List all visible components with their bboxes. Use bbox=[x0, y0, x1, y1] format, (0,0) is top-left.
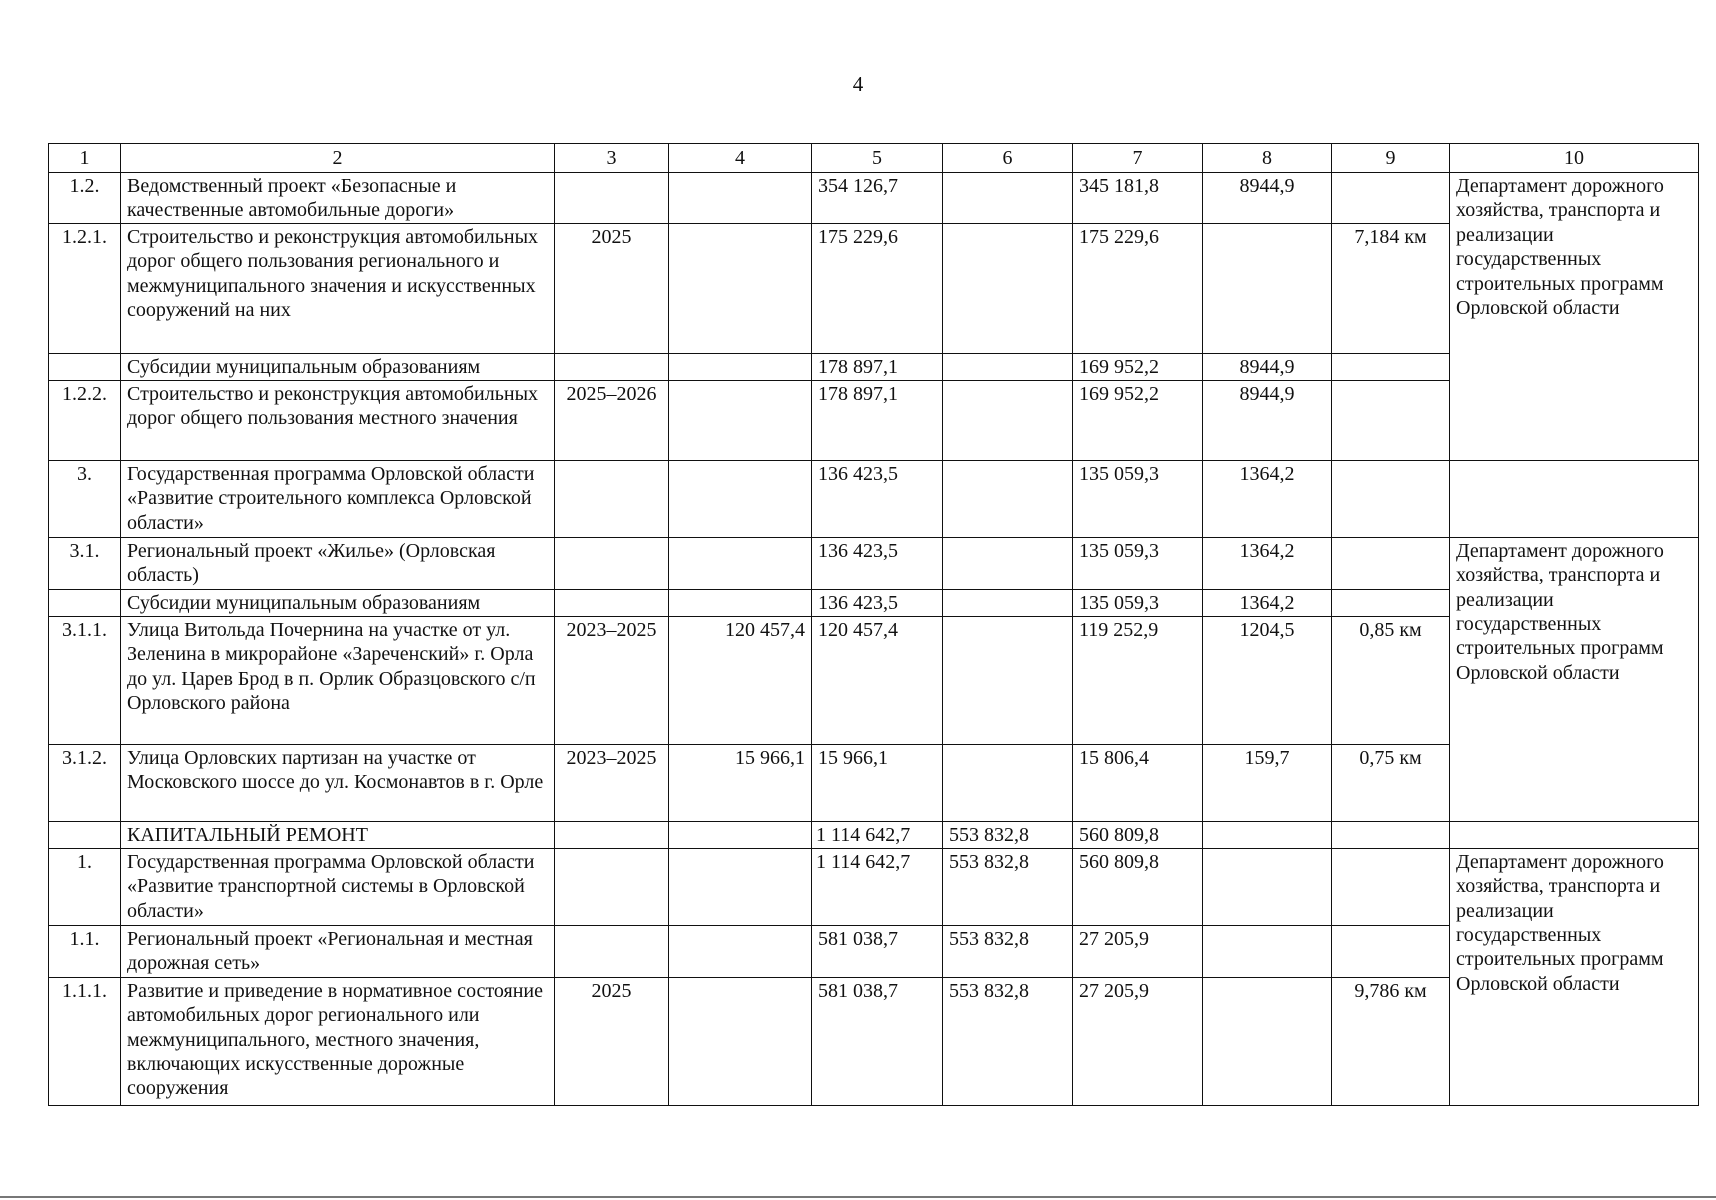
row-col9 bbox=[1332, 821, 1450, 848]
table-row bbox=[49, 460, 1699, 537]
row-col5: 178 897,1 bbox=[812, 353, 943, 380]
row-period bbox=[555, 821, 669, 848]
row-col4 bbox=[669, 589, 812, 616]
row-col6 bbox=[943, 537, 1073, 589]
row-col9: 7,184 км bbox=[1332, 223, 1450, 353]
row-col6 bbox=[943, 353, 1073, 380]
row-period bbox=[555, 353, 669, 380]
row-col8 bbox=[1203, 848, 1332, 925]
row-col6 bbox=[943, 589, 1073, 616]
row-col4 bbox=[669, 353, 812, 380]
row-col9: 9,786 км bbox=[1332, 977, 1450, 1105]
row-name: Региональный проект «Жилье» (Орловская область) bbox=[121, 537, 555, 589]
column-header: 5 bbox=[812, 144, 943, 173]
row-col7: 135 059,3 bbox=[1073, 589, 1203, 616]
row-name: Государственная программа Орловской области «Развитие транспортной системы в Орловской области» bbox=[121, 848, 555, 925]
row-number: 1.1.1. bbox=[49, 977, 121, 1105]
row-col9 bbox=[1332, 848, 1450, 925]
row-col9 bbox=[1332, 537, 1450, 589]
row-number: 3. bbox=[49, 460, 121, 537]
row-col5: 15 966,1 bbox=[812, 744, 943, 821]
row-col4 bbox=[669, 821, 812, 848]
row-col7: 169 952,2 bbox=[1073, 353, 1203, 380]
row-col4 bbox=[669, 977, 812, 1105]
row-col8 bbox=[1203, 223, 1332, 353]
table-row bbox=[49, 821, 1699, 848]
row-name: Региональный проект «Региональная и местная дорожная сеть» bbox=[121, 925, 555, 977]
row-number bbox=[49, 821, 121, 848]
row-col9 bbox=[1332, 460, 1450, 537]
row-col7: 135 059,3 bbox=[1073, 460, 1203, 537]
row-number bbox=[49, 589, 121, 616]
row-col7: 345 181,8 bbox=[1073, 173, 1203, 224]
row-period: 2023–2025 bbox=[555, 616, 669, 744]
row-col9 bbox=[1332, 925, 1450, 977]
row-period: 2025 bbox=[555, 223, 669, 353]
row-number: 3.1.2. bbox=[49, 744, 121, 821]
row-col6 bbox=[943, 173, 1073, 224]
row-col8: 8944,9 bbox=[1203, 353, 1332, 380]
row-name: Строительство и реконструкция автомобильных дорог общего пользования регионального и межмуниципального значения и искусственных сооружений на них bbox=[121, 223, 555, 353]
row-col8: 1364,2 bbox=[1203, 460, 1332, 537]
row-name: КАПИТАЛЬНЫЙ РЕМОНТ bbox=[121, 821, 555, 848]
table-row bbox=[49, 848, 1699, 925]
row-name: Субсидии муниципальным образованиям bbox=[121, 353, 555, 380]
page-number: 4 bbox=[852, 72, 864, 96]
row-col9: 0,75 км bbox=[1332, 744, 1450, 821]
row-col9 bbox=[1332, 173, 1450, 224]
table-row bbox=[49, 173, 1699, 224]
row-period bbox=[555, 848, 669, 925]
row-period: 2025–2026 bbox=[555, 380, 669, 460]
row-col8: 1364,2 bbox=[1203, 537, 1332, 589]
responsible-department-empty bbox=[1450, 821, 1699, 848]
row-name: Улица Витольда Почернина на участке от ул. Зеленина в микрорайоне «Зареченский» г. Орла до ул. Царев Брод в п. Орлик Образцовского с/п Орловского района bbox=[121, 616, 555, 744]
row-col4: 120 457,4 bbox=[669, 616, 812, 744]
row-period bbox=[555, 925, 669, 977]
row-col9: 0,85 км bbox=[1332, 616, 1450, 744]
row-col6: 553 832,8 bbox=[943, 925, 1073, 977]
row-col7: 27 205,9 bbox=[1073, 977, 1203, 1105]
row-col8: 1364,2 bbox=[1203, 589, 1332, 616]
row-number: 1. bbox=[49, 848, 121, 925]
row-col4 bbox=[669, 848, 812, 925]
row-name: Улица Орловских партизан на участке от Московского шоссе до ул. Космонавтов в г. Орле bbox=[121, 744, 555, 821]
row-col9 bbox=[1332, 380, 1450, 460]
row-col7: 560 809,8 bbox=[1073, 821, 1203, 848]
column-header: 2 bbox=[121, 144, 555, 173]
row-col7: 175 229,6 bbox=[1073, 223, 1203, 353]
row-col5: 1 114 642,7 bbox=[812, 821, 943, 848]
column-header: 3 bbox=[555, 144, 669, 173]
financing-table bbox=[48, 143, 1699, 1106]
row-period bbox=[555, 173, 669, 224]
row-name: Государственная программа Орловской области «Развитие строительного комплекса Орловской области» bbox=[121, 460, 555, 537]
column-header: 4 bbox=[669, 144, 812, 173]
responsible-department: Департамент дорожного хозяйства, транспорта и реализации государственных строительных программ Орловской области bbox=[1450, 173, 1699, 461]
row-col7: 169 952,2 bbox=[1073, 380, 1203, 460]
row-col5: 178 897,1 bbox=[812, 380, 943, 460]
row-name: Ведомственный проект «Безопасные и качественные автомобильные дороги» bbox=[121, 173, 555, 224]
row-col7: 135 059,3 bbox=[1073, 537, 1203, 589]
row-col6 bbox=[943, 744, 1073, 821]
row-col9 bbox=[1332, 353, 1450, 380]
row-period: 2025 bbox=[555, 977, 669, 1105]
row-col8: 8944,9 bbox=[1203, 380, 1332, 460]
row-col6 bbox=[943, 460, 1073, 537]
row-col5: 354 126,7 bbox=[812, 173, 943, 224]
responsible-department-empty bbox=[1450, 460, 1699, 537]
row-name: Строительство и реконструкция автомобильных дорог общего пользования местного значения bbox=[121, 380, 555, 460]
row-number: 3.1.1. bbox=[49, 616, 121, 744]
row-col4: 15 966,1 bbox=[669, 744, 812, 821]
row-col8 bbox=[1203, 925, 1332, 977]
row-number: 1.2.2. bbox=[49, 380, 121, 460]
column-header: 8 bbox=[1203, 144, 1332, 173]
column-header: 7 bbox=[1073, 144, 1203, 173]
row-col4 bbox=[669, 380, 812, 460]
row-col6: 553 832,8 bbox=[943, 977, 1073, 1105]
column-header: 9 bbox=[1332, 144, 1450, 173]
row-name: Субсидии муниципальным образованиям bbox=[121, 589, 555, 616]
table-row bbox=[49, 537, 1699, 589]
row-number: 1.1. bbox=[49, 925, 121, 977]
row-col6: 553 832,8 bbox=[943, 848, 1073, 925]
row-number bbox=[49, 353, 121, 380]
row-col5: 136 423,5 bbox=[812, 589, 943, 616]
responsible-department: Департамент дорожного хозяйства, транспорта и реализации государственных строительных программ Орловской области bbox=[1450, 537, 1699, 821]
row-number: 3.1. bbox=[49, 537, 121, 589]
column-header: 10 bbox=[1450, 144, 1699, 173]
row-col6 bbox=[943, 380, 1073, 460]
column-header: 6 bbox=[943, 144, 1073, 173]
row-col5: 120 457,4 bbox=[812, 616, 943, 744]
row-name: Развитие и приведение в нормативное состояние автомобильных дорог регионального или межмуниципального, местного значения, включающих искусственные дорожные сооружения bbox=[121, 977, 555, 1105]
row-col5: 175 229,6 bbox=[812, 223, 943, 353]
header-row bbox=[49, 144, 1699, 173]
row-col9 bbox=[1332, 589, 1450, 616]
row-col6 bbox=[943, 223, 1073, 353]
row-col6 bbox=[943, 616, 1073, 744]
row-period bbox=[555, 460, 669, 537]
row-col7: 560 809,8 bbox=[1073, 848, 1203, 925]
row-period bbox=[555, 537, 669, 589]
row-col5: 1 114 642,7 bbox=[812, 848, 943, 925]
row-col8 bbox=[1203, 977, 1332, 1105]
row-number: 1.2. bbox=[49, 173, 121, 224]
row-col7: 27 205,9 bbox=[1073, 925, 1203, 977]
row-col8: 159,7 bbox=[1203, 744, 1332, 821]
row-col6: 553 832,8 bbox=[943, 821, 1073, 848]
row-col7: 15 806,4 bbox=[1073, 744, 1203, 821]
row-col4 bbox=[669, 223, 812, 353]
row-col5: 581 038,7 bbox=[812, 977, 943, 1105]
row-col8 bbox=[1203, 821, 1332, 848]
column-header: 1 bbox=[49, 144, 121, 173]
row-period bbox=[555, 589, 669, 616]
row-number: 1.2.1. bbox=[49, 223, 121, 353]
row-period: 2023–2025 bbox=[555, 744, 669, 821]
row-col7: 119 252,9 bbox=[1073, 616, 1203, 744]
row-col5: 136 423,5 bbox=[812, 460, 943, 537]
row-col5: 581 038,7 bbox=[812, 925, 943, 977]
row-col4 bbox=[669, 460, 812, 537]
row-col5: 136 423,5 bbox=[812, 537, 943, 589]
row-col4 bbox=[669, 173, 812, 224]
row-col8: 1204,5 bbox=[1203, 616, 1332, 744]
row-col4 bbox=[669, 925, 812, 977]
row-col8: 8944,9 bbox=[1203, 173, 1332, 224]
responsible-department: Департамент дорожного хозяйства, транспорта и реализации государственных строительных программ Орловской области bbox=[1450, 848, 1699, 1105]
page-bottom-rule bbox=[0, 1196, 1716, 1198]
row-col4 bbox=[669, 537, 812, 589]
